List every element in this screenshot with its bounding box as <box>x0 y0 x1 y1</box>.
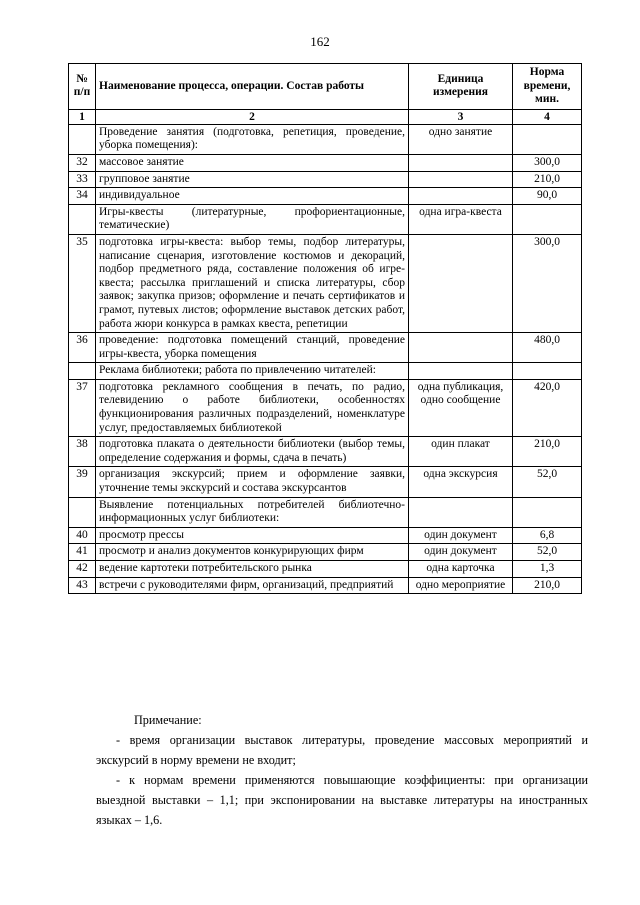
row-name: Реклама библиотеки; работа по привлечению читателей: <box>96 363 409 380</box>
row-num: 37 <box>69 379 96 436</box>
note-item: - к нормам времени применяются повышающие коэффициенты: при организации выездной выставки – 1,1; при экспонировании на выставке литературы на иностранных языках – 1,6. <box>96 773 588 827</box>
row-num: 34 <box>69 188 96 205</box>
row-norm: 480,0 <box>513 333 582 363</box>
row-name: организация экскурсий; прием и оформление заявки, уточнение темы экскурсий и состава экскурсантов <box>96 467 409 497</box>
table-row <box>69 333 582 363</box>
row-name: подготовка игры-квеста: выбор темы, подбор литературы, написание сценария, изготовление костюмов и декораций, подбор предметного ряда, составление положения об игре-квеста; рассылка приглашений и списка литературы, сбор заявок; закупка призов; оформление и печать сертификатов и грамот, путевых листов; оформление выставок детских работ, работа жюри конкурса в рамках квеста, репетиции <box>96 234 409 332</box>
row-num <box>69 204 96 234</box>
row-name: просмотр и анализ документов конкурирующих фирм <box>96 544 409 561</box>
row-name: Выявление потенциальных потребителей библиотечно-информационных услуг библиотеки: <box>96 497 409 527</box>
row-num <box>69 363 96 380</box>
row-unit: одна экскурсия <box>409 467 513 497</box>
row-num: 38 <box>69 437 96 467</box>
table-row <box>69 467 582 497</box>
row-name: подготовка плаката о деятельности библиотеки (выбор темы, определение содержания и формы, сдача в печать) <box>96 437 409 467</box>
row-unit: одна игра-квеста <box>409 204 513 234</box>
row-name: встречи с руководителями фирм, организаций, предприятий <box>96 577 409 594</box>
table-row <box>69 527 582 544</box>
row-unit <box>409 188 513 205</box>
row-num: 33 <box>69 171 96 188</box>
row-norm: 90,0 <box>513 188 582 205</box>
row-num: 35 <box>69 234 96 332</box>
page-number: 162 <box>310 34 330 49</box>
row-norm <box>513 497 582 527</box>
notes-title: Примечание: <box>134 713 202 727</box>
row-num: 42 <box>69 561 96 578</box>
column-index-row <box>69 109 582 124</box>
row-num: 39 <box>69 467 96 497</box>
row-unit: один плакат <box>409 437 513 467</box>
row-unit: одно занятие <box>409 124 513 154</box>
table-row <box>69 437 582 467</box>
column-index: 1 <box>69 109 96 124</box>
row-unit <box>409 154 513 171</box>
table-row <box>69 497 582 527</box>
row-unit: одно мероприятие <box>409 577 513 594</box>
row-unit: одна публикация, одно сообщение <box>409 379 513 436</box>
row-unit <box>409 171 513 188</box>
header-norm: Норма времени, мин. <box>513 64 582 110</box>
row-norm <box>513 363 582 380</box>
table-row <box>69 154 582 171</box>
table-row <box>69 234 582 332</box>
row-unit <box>409 497 513 527</box>
notes-section <box>96 710 588 830</box>
row-name: Игры-квесты (литературные, профориентационные, тематические) <box>96 204 409 234</box>
row-name: ведение картотеки потребительского рынка <box>96 561 409 578</box>
table-row <box>69 379 582 436</box>
table-row <box>69 544 582 561</box>
row-name: Проведение занятия (подготовка, репетиция, проведение, уборка помещения): <box>96 124 409 154</box>
row-name: массовое занятие <box>96 154 409 171</box>
table-row <box>69 188 582 205</box>
table-row <box>69 204 582 234</box>
row-unit <box>409 234 513 332</box>
row-norm: 1,3 <box>513 561 582 578</box>
norms-table <box>68 63 582 594</box>
column-index: 4 <box>513 109 582 124</box>
table-row <box>69 561 582 578</box>
row-name: проведение: подготовка помещений станций, проведение игры-квеста, уборка помещения <box>96 333 409 363</box>
row-norm: 210,0 <box>513 437 582 467</box>
row-num: 43 <box>69 577 96 594</box>
column-index: 3 <box>409 109 513 124</box>
row-norm: 52,0 <box>513 544 582 561</box>
table-row <box>69 363 582 380</box>
row-num: 32 <box>69 154 96 171</box>
row-norm: 420,0 <box>513 379 582 436</box>
row-norm: 52,0 <box>513 467 582 497</box>
note-item: - время организации выставок литературы, проведение массовых мероприятий и экскурсий в норму времени не входит; <box>96 733 588 767</box>
row-unit: один документ <box>409 544 513 561</box>
row-name: подготовка рекламного сообщения в печать, по радио, телевидению о работе библиотеки, особенностях функционирования различных подразделений, номенклатуре услуг, предоставляемых библиотекой <box>96 379 409 436</box>
header-unit: Единица измерения <box>409 64 513 110</box>
row-name: просмотр прессы <box>96 527 409 544</box>
row-norm: 210,0 <box>513 577 582 594</box>
table-row <box>69 124 582 154</box>
row-unit <box>409 363 513 380</box>
header-num: № п/п <box>69 64 96 110</box>
row-unit: одна карточка <box>409 561 513 578</box>
row-norm: 6,8 <box>513 527 582 544</box>
table-header-row <box>69 64 582 110</box>
row-norm <box>513 124 582 154</box>
table-row <box>69 171 582 188</box>
row-norm: 300,0 <box>513 234 582 332</box>
row-unit: один документ <box>409 527 513 544</box>
row-num <box>69 497 96 527</box>
row-norm <box>513 204 582 234</box>
column-index: 2 <box>96 109 409 124</box>
row-norm: 210,0 <box>513 171 582 188</box>
row-num: 41 <box>69 544 96 561</box>
row-num <box>69 124 96 154</box>
header-name: Наименование процесса, операции. Состав работы <box>96 64 409 110</box>
row-name: групповое занятие <box>96 171 409 188</box>
table-row <box>69 577 582 594</box>
row-name: индивидуальное <box>96 188 409 205</box>
row-norm: 300,0 <box>513 154 582 171</box>
row-num: 36 <box>69 333 96 363</box>
row-unit <box>409 333 513 363</box>
row-num: 40 <box>69 527 96 544</box>
